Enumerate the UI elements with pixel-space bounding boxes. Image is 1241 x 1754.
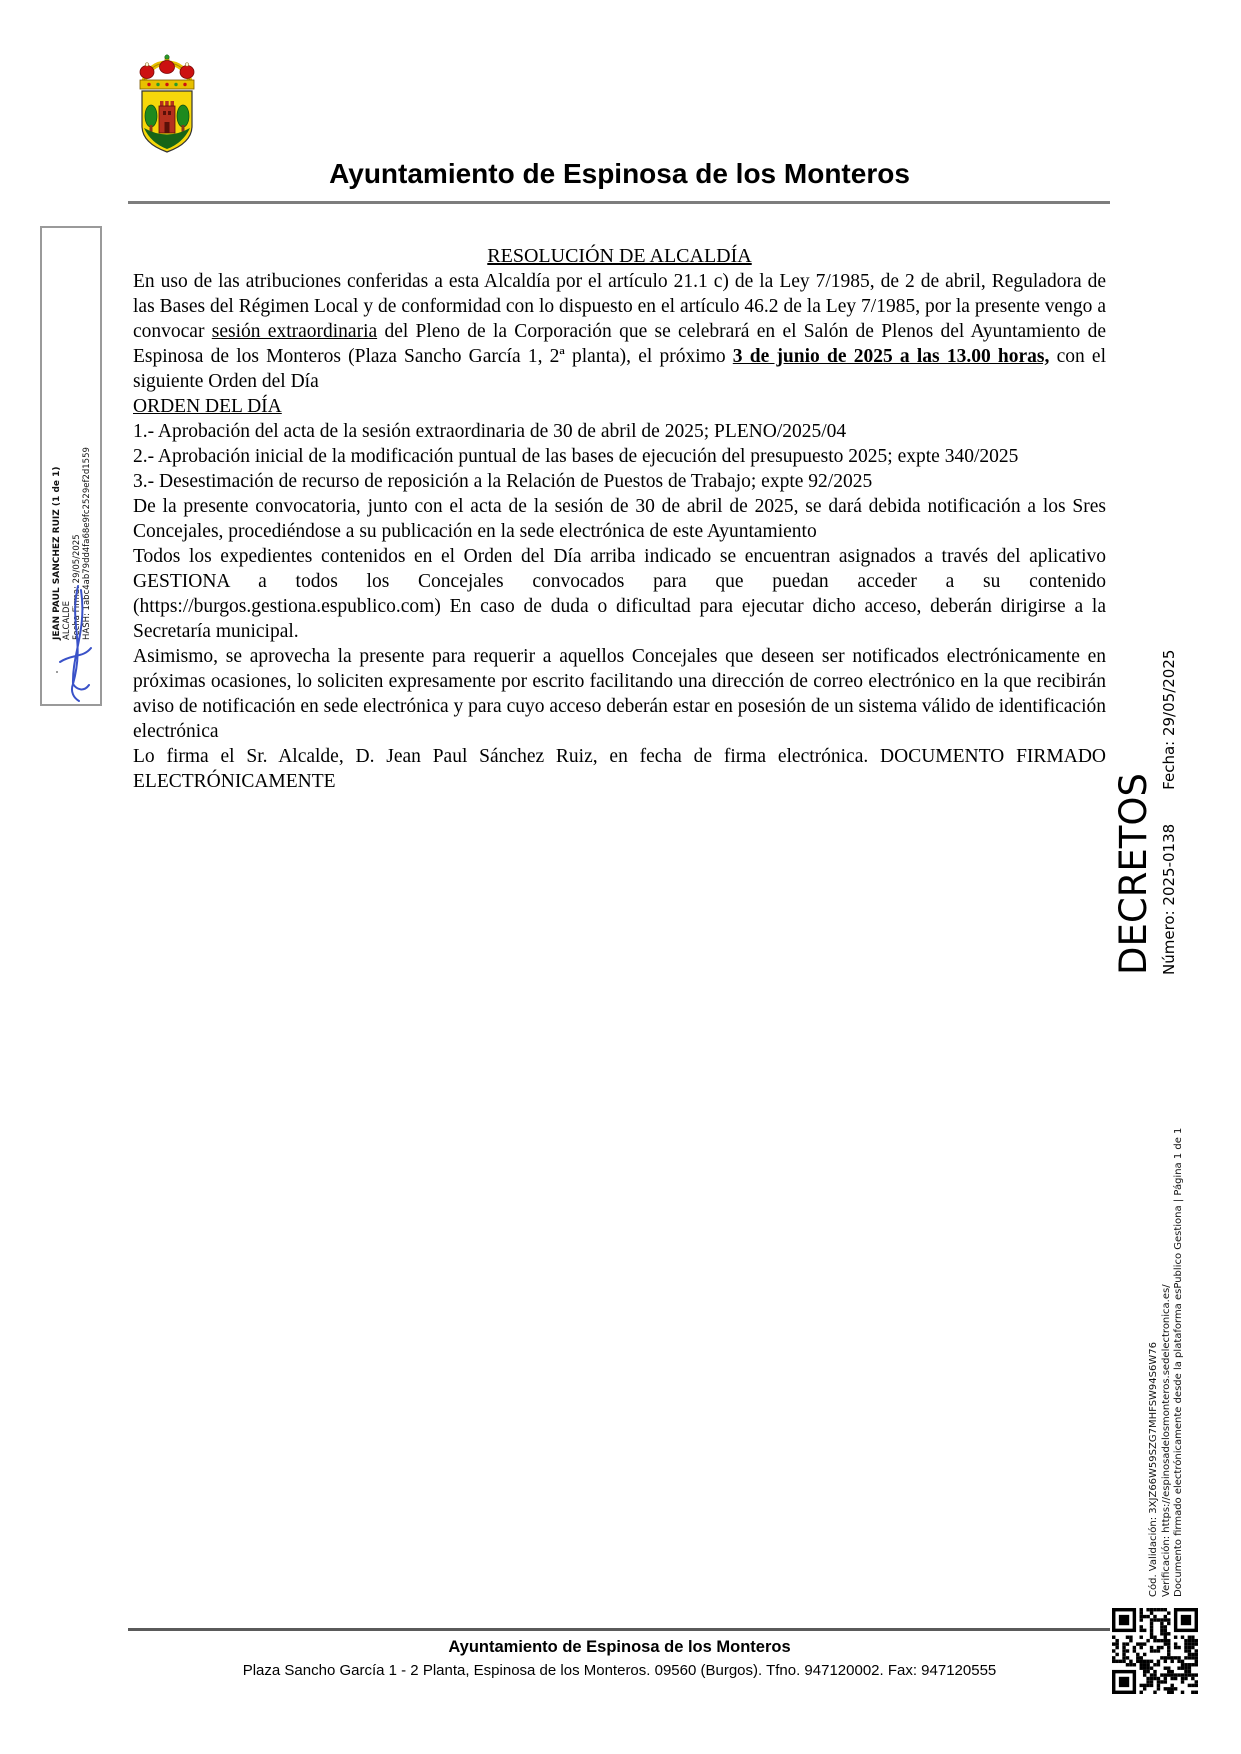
paragraph-notification: De la presente convocatoria, junto con el acta de la sesión de 30 de abril de 2025, se dará debida notificación a los Sres Concejales, procediéndose a su publicación en la sede electrónica de este Ayuntamiento [133, 496, 1106, 542]
validation-stamp [1148, 1128, 1186, 1597]
footer-entity-name: Ayuntamiento de Espinosa de los Monteros [448, 1638, 791, 1656]
qr-code [1112, 1608, 1198, 1694]
paragraph-gestiona: Todos los expedientes contenidos en el Orden del Día arriba indicado se encuentran asignados a través del aplicativo GESTIONA a todos los Concejales convocados para que puedan acceder a su contenido (https://burgos.gestiona.espublico.com) En caso de duda o dificultad para ejecutar dicho acceso, deberán dirigirse a la Secretaría municipal. [133, 546, 1106, 642]
paragraph-signature-note: Lo firma el Sr. Alcalde, D. Jean Paul Sánchez Ruiz, en fecha de firma electrónica. DOCUMENTO FIRMADO ELECTRÓNICAMENTE [133, 746, 1106, 792]
session-type-underlined: sesión extraordinaria [211, 321, 378, 342]
agenda-item-2: 2.- Aprobación inicial de la modificación puntual de las bases de ejecución del presupuesto 2025; expte 340/2025 [133, 446, 1019, 467]
handwritten-signature [50, 582, 98, 704]
paragraph-text: con el siguiente Orden del Día [133, 346, 1106, 392]
paragraph-convocation [133, 269, 1106, 394]
decree-number-date [1160, 650, 1178, 975]
signer-role: ALCALDE [62, 601, 72, 640]
paragraph-text: En uso de las atribuciones conferidas a esta Alcaldía por el artículo 21.1 c) de la Ley 7/1985, de 2 de abril, Reguladora de las Bases del Régimen Local y de conformidad con lo dispuesto en el artículo 46.2 de la Ley 7/1985, por la presente vengo a convocar [133, 271, 1106, 342]
decretos-label: DECRETOS [1112, 772, 1155, 975]
validation-code: Cód. Validación: 3XJZ66W59SZG7MHFSW94S6W76 [1148, 1342, 1159, 1597]
agenda-item-1: 1.- Aprobación del acta de la sesión extraordinaria de 30 de abril de 2025; PLENO/2025/04 [133, 421, 847, 442]
header-divider [128, 201, 1110, 204]
document-body [133, 244, 1106, 794]
page-title: Ayuntamiento de Espinosa de los Monteros [329, 158, 910, 189]
document-heading [133, 244, 1106, 269]
agenda-item-3: 3.- Desestimación de recurso de reposición a la Relación de Puestos de Trabajo; expte 92/2025 [133, 471, 873, 492]
paragraph-electronic-notice: Asimismo, se aprovecha la presente para requerir a aquellos Concejales que deseen ser notificados electrónicamente en próximas ocasiones, lo soliciten expresamente por escrito facilitando una dirección de correo electrónico en la que recibirán aviso de notificación en sede electrónica y para cuyo acceso deberán estar en posesión de un sistema válido de identificación electrónica [133, 646, 1106, 742]
platform-note: Documento firmado electrónicamente desde la plataforma esPublico Gestiona | Página 1 de 1 [1173, 1127, 1184, 1597]
footer-divider [128, 1628, 1110, 1631]
signer-name: JEAN PAUL SANCHEZ RUIZ (1 de 1) [52, 466, 62, 640]
footer-address: Plaza Sancho García 1 - 2 Planta, Espinosa de los Monteros. 09560 (Burgos). Tfno. 947120002. Fax: 947120555 [242, 1662, 997, 1679]
signature-hash: HASH: 1abc4ab79dd4fa68e9fc2529ef2d1559 [82, 447, 92, 640]
orden-del-dia-heading [133, 394, 1106, 419]
municipal-crest-icon [134, 54, 200, 154]
orden-del-dia-text: ORDEN DEL DÍA [133, 396, 282, 417]
signature-date: Fecha Firma: 29/05/2025 [72, 534, 82, 640]
paragraph-text: del Pleno de la Corporación que se celebrará en el Salón de Plenos del Ayuntamiento de Espinosa de los Monteros (Plaza Sancho García 1, 2ª planta), el próximo [133, 321, 1106, 367]
verification-url: Verificación: https://espinosadelosmonteros.sedelectronica.es/ [1160, 1284, 1172, 1597]
document-heading-text: RESOLUCIÓN DE ALCALDÍA [487, 245, 752, 267]
decree-date: Fecha: 29/05/2025 [1160, 649, 1178, 790]
session-datetime-bold: 3 de junio de 2025 a las 13.00 horas, [732, 346, 1050, 367]
decree-number: Número: 2025-0138 [1160, 823, 1178, 975]
